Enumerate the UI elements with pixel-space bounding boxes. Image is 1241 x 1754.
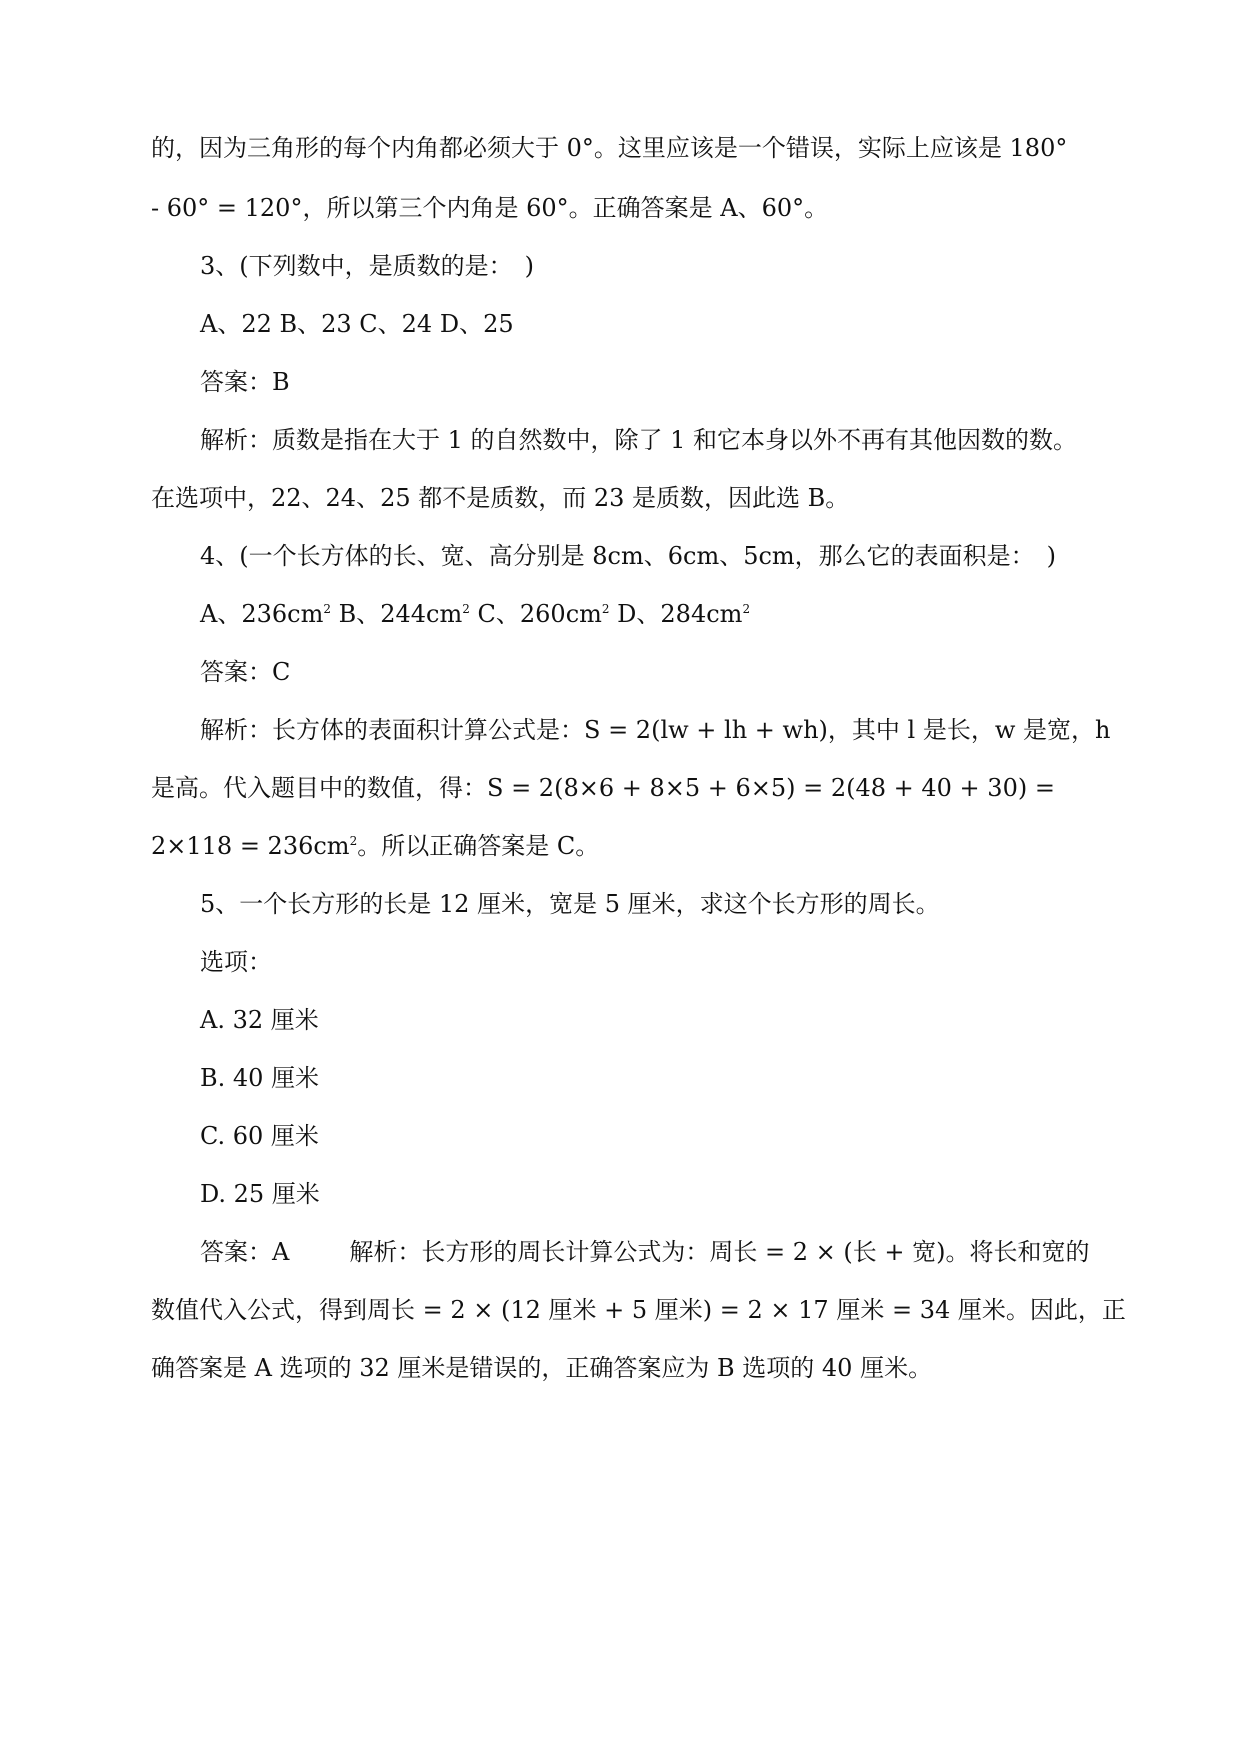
question-3-analysis: 解析：质数是指在大于 1 的自然数中，除了 1 和它本身以外不再有其他因数的数。 <box>200 426 1078 454</box>
question-4: 4、(一个长方体的长、宽、高分别是 8cm、6cm、5cm，那么它的表面积是： ) <box>200 542 1057 570</box>
option-a: A. 32 厘米 <box>200 1006 319 1034</box>
question-3-options: A、22 B、23 C、24 D、25 <box>200 310 514 338</box>
question-4-analysis-end <box>151 829 1101 863</box>
question-4-analysis-cont: 是高。代入题目中的数值，得：S = 2(8×6 + 8×5 + 6×5) = 2(48 + 40 + 30) = <box>151 774 1055 802</box>
text-line-2: - 60° = 120°，所以第三个内角是 60°。正确答案是 A、60°。 <box>151 194 829 222</box>
answer-label: 答案：A <box>200 1238 290 1266</box>
question-3-analysis-cont: 在选项中，22、24、25 都不是质数，而 23 是质数，因此选 B。 <box>151 484 850 512</box>
superscript-2: 2 <box>462 602 470 616</box>
calc-conclusion: 。所以正确答案是 C。 <box>357 832 600 860</box>
option-b: B、244cm <box>330 600 463 628</box>
calc-result: 2×118 = 236cm <box>151 832 350 860</box>
question-3-answer: 答案：B <box>200 368 290 396</box>
option-d: D. 25 厘米 <box>200 1180 320 1208</box>
question-4-answer: 答案：C <box>200 658 291 686</box>
superscript-2: 2 <box>349 834 358 848</box>
question-4-options <box>200 597 1100 631</box>
option-c: C、260cm <box>469 600 602 628</box>
question-5: 5、一个长方形的长是 12 厘米，宽是 5 厘米，求这个长方形的周长。 <box>200 890 940 918</box>
question-5-answer-analysis <box>200 1235 1100 1269</box>
question-3: 3、(下列数中，是质数的是： ) <box>200 252 534 280</box>
question-4-analysis: 解析：长方体的表面积计算公式是：S = 2(lw + lh + wh)，其中 l 是长，w 是宽，h <box>200 716 1111 744</box>
text-line-1: 的，因为三角形的每个内角都必须大于 0°。这里应该是一个错误，实际上应该是 180° <box>151 134 1068 162</box>
superscript-2: 2 <box>742 602 751 616</box>
question-5-analysis-end: 确答案是 A 选项的 32 厘米是错误的，正确答案应为 B 选项的 40 厘米。 <box>151 1354 933 1382</box>
superscript-2: 2 <box>601 602 610 616</box>
option-c: C. 60 厘米 <box>200 1122 319 1150</box>
option-b: B. 40 厘米 <box>200 1064 320 1092</box>
option-d: D、284cm <box>609 600 743 628</box>
options-label: 选项： <box>200 948 272 976</box>
analysis-text: 解析：长方形的周长计算公式为：周长 = 2 × (长 + 宽)。将长和宽的 <box>349 1238 1090 1266</box>
question-5-analysis-cont: 数值代入公式，得到周长 = 2 × (12 厘米 + 5 厘米) = 2 × 17 厘米 = 34 厘米。因此，正 <box>151 1296 1126 1324</box>
superscript-2: 2 <box>323 602 331 616</box>
option-a: A、236cm <box>200 600 324 628</box>
